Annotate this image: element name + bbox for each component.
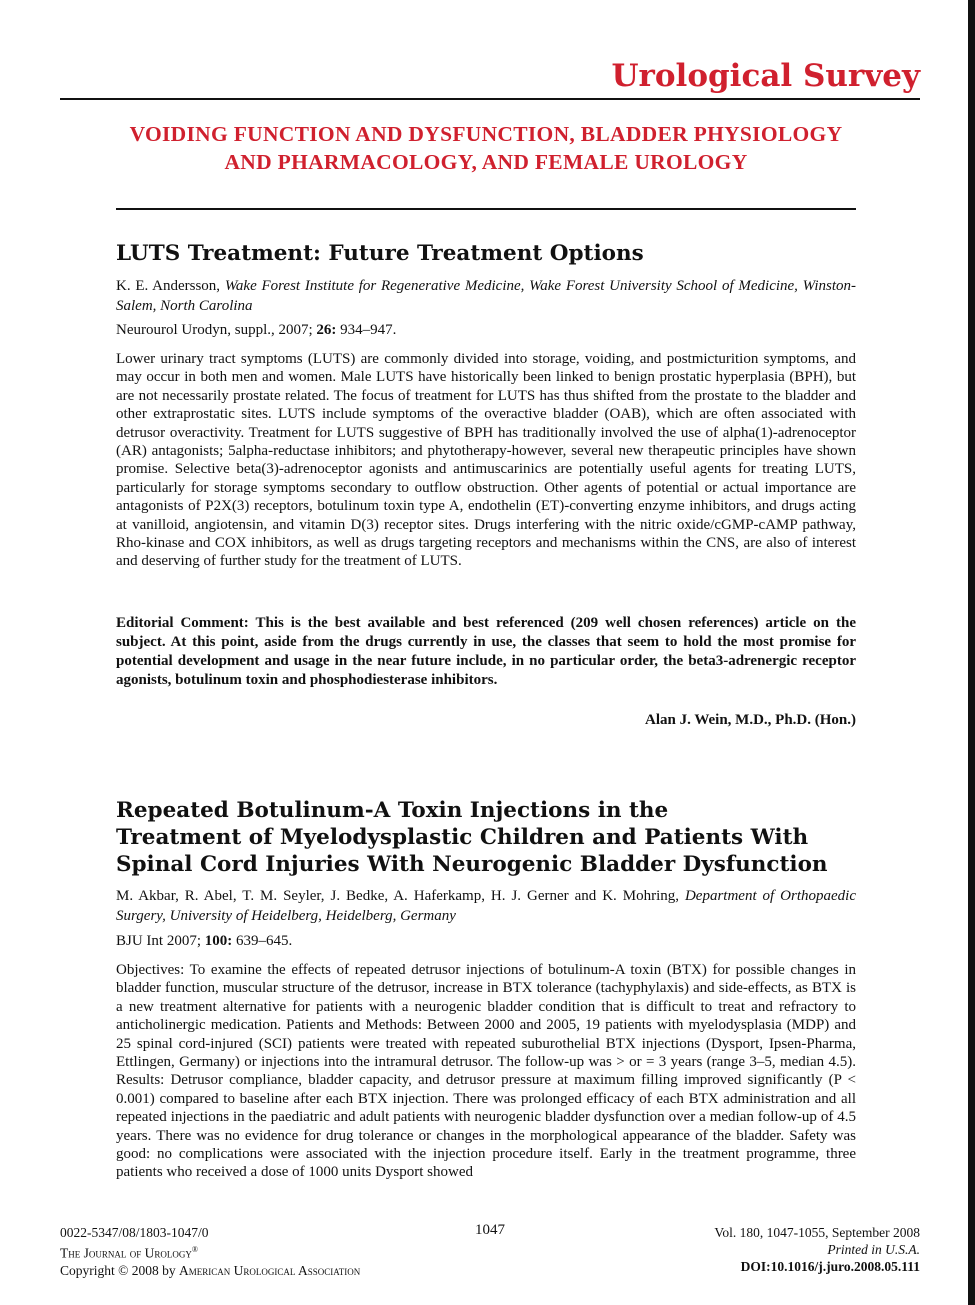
footer-issn: 0022-5347/08/1803-1047/0 [60, 1225, 209, 1240]
article2-title-line1: Repeated Botulinum-A Toxin Injections in the [116, 798, 669, 823]
footer-copyright [60, 1262, 360, 1279]
article2-title-line2: Treatment of Myelodysplastic Children and Patients With [116, 825, 809, 850]
footer-right [714, 1224, 920, 1275]
footer-registered-mark: ® [191, 1245, 198, 1254]
footer-volume-info: Vol. 180, 1047-1055, September 2008 [714, 1225, 920, 1240]
article1-affiliation: Wake Forest Institute for Regenerative Medicine, Wake Forest University School of Medicine, Winston-Salem, North Carolina [116, 278, 856, 314]
article2-title [116, 797, 856, 878]
article2-abstract: Objectives: To examine the effects of repeated detrusor injections of botulinum-A toxin (BTX) for possible changes in bladder function, muscular structure of the detrusor, increase in BTX tolerance (tachyphylaxis) and side-effects, as BTX is a new treatment alternative for patients with a neurogenic bladder condition that is difficult to treat and refractory to anticholinergic medication. Patients and Methods: Between 2000 and 2005, 19 patients with myelodysplasia (MDP) and 25 spinal cord-injured (SCI) patients were treated with repeated suburothelial BTX injections (Dysport, Ipsen-Pharma, Ettlingen, Germany) or injections into the intramural detrusor. The follow-up was > or = 3 years (range 3–5, median 4.5). Results: Detrusor compliance, bladder capacity, and detrusor pressure at maximum filling improved significantly (P < 0.001) compared to baseline after each BTX injection. There was prolonged efficacy of each BTX administration and all repeated injections in the paediatric and adult patients with neurogenic bladder dysfunction over a median follow-up of 4.5 years. There was no evidence for drug tolerance or changes in the morphological appearance of the bladder. Safety was good: no complications were associated with the injection procedure itself. Early in the treatment programme, three patients who received a dose of 1000 units Dysport showed [116, 962, 856, 1181]
article1-title: LUTS Treatment: Future Treatment Options [116, 241, 644, 266]
article1-citation [116, 320, 856, 340]
footer-journal [60, 1241, 360, 1262]
article1-editorial-comment: Editorial Comment: This is the best available and best referenced (209 well chosen references) article on the subject. At this point, aside from the drugs currently in use, the classes that seem to hold the most promise for potential development and usage in the near future include, in no particular order, the beta3-adrenergic receptor agonists, botulinum toxin and phosphodiesterase inhibitors. [116, 615, 856, 688]
footer-publisher: American Urological Association [179, 1262, 361, 1278]
article2-affiliation: Department of Orthopaedic Surgery, University of Heidelberg, Heidelberg, Germany [116, 888, 856, 924]
article2-citation [116, 931, 856, 951]
article2-title-line3: Spinal Cord Injuries With Neurogenic Bladder Dysfunction [116, 852, 828, 877]
article2-authors: M. Akbar, R. Abel, T. M. Seyler, J. Bedke, A. Haferkamp, H. J. Gerner and K. Mohring, [116, 888, 679, 904]
article1-signature: Alan J. Wein, M.D., Ph.D. (Hon.) [645, 712, 856, 728]
article1-authors: K. E. Andersson, [116, 278, 221, 294]
footer-journal-name: The Journal of Urology [60, 1245, 192, 1261]
section-title: VOIDING FUNCTION AND DYSFUNCTION, BLADDER PHYSIOLOGY AND PHARMACOLOGY, AND FEMALE UROLOGY [129, 122, 843, 174]
section-rule [116, 208, 856, 210]
article1-citation-volume: 26: [316, 322, 337, 338]
article2-citation-journal: BJU Int 2007; [116, 933, 202, 949]
footer-copyright-prefix: Copyright © 2008 by [60, 1262, 176, 1278]
article1-citation-pages: 934–947. [340, 322, 397, 338]
footer-doi: DOI:10.1016/j.juro.2008.05.111 [740, 1259, 920, 1274]
footer-left [60, 1224, 360, 1279]
article2-citation-volume: 100: [204, 933, 233, 949]
article2-citation-pages: 639–645. [236, 933, 293, 949]
article1-abstract: Lower urinary tract symptoms (LUTS) are commonly divided into storage, voiding, and postmicturition symptoms, and may occur in both men and women. Male LUTS have historically been linked to benign prostatic hyperplasia (BPH), but are not necessarily prostate related. The focus of treatment for LUTS has thus shifted from the prostate to the bladder and other extraprostatic sites. LUTS include symptoms of the overactive bladder (OAB), which are often associated with detrusor overactivity. Treatment for LUTS suggestive of BPH has traditionally involved the use of alpha(1)-adrenoceptor (AR) antagonists; 5alpha-reductase inhibitors; and phytotherapy-however, several new therapeutic principles have shown promise. Selective beta(3)-adrenoceptor agonists and antimuscarinics are potentially useful agents for treating LUTS, particularly for storage symptoms secondary to outflow obstruction. Other agents of potential or actual importance are antagonists of P2X(3) receptors, botulinum toxin type A, endothelin (ET)-converting enzyme inhibitors, and drugs acting at vanilloid, angiotensin, and vitamin D(3) receptor sites. Drugs interfering with the nitric oxide/cGMP-cAMP pathway, Rho-kinase and COX inhibitors, as well as drugs targeting receptors and mechanisms within the CNS, are also of interest and deserving of further study for the treatment of LUTS. [116, 351, 856, 570]
page-number: 1047 [475, 1222, 505, 1238]
running-head: Urological Survey [611, 58, 920, 94]
article2-byline [116, 886, 856, 926]
article1-citation-journal: Neurourol Urodyn, suppl., 2007; [116, 322, 313, 338]
footer-printed: Printed in U.S.A. [827, 1242, 920, 1257]
header-rule [60, 98, 920, 100]
article1-byline [116, 276, 856, 316]
page-edge-tab [968, 0, 975, 1305]
